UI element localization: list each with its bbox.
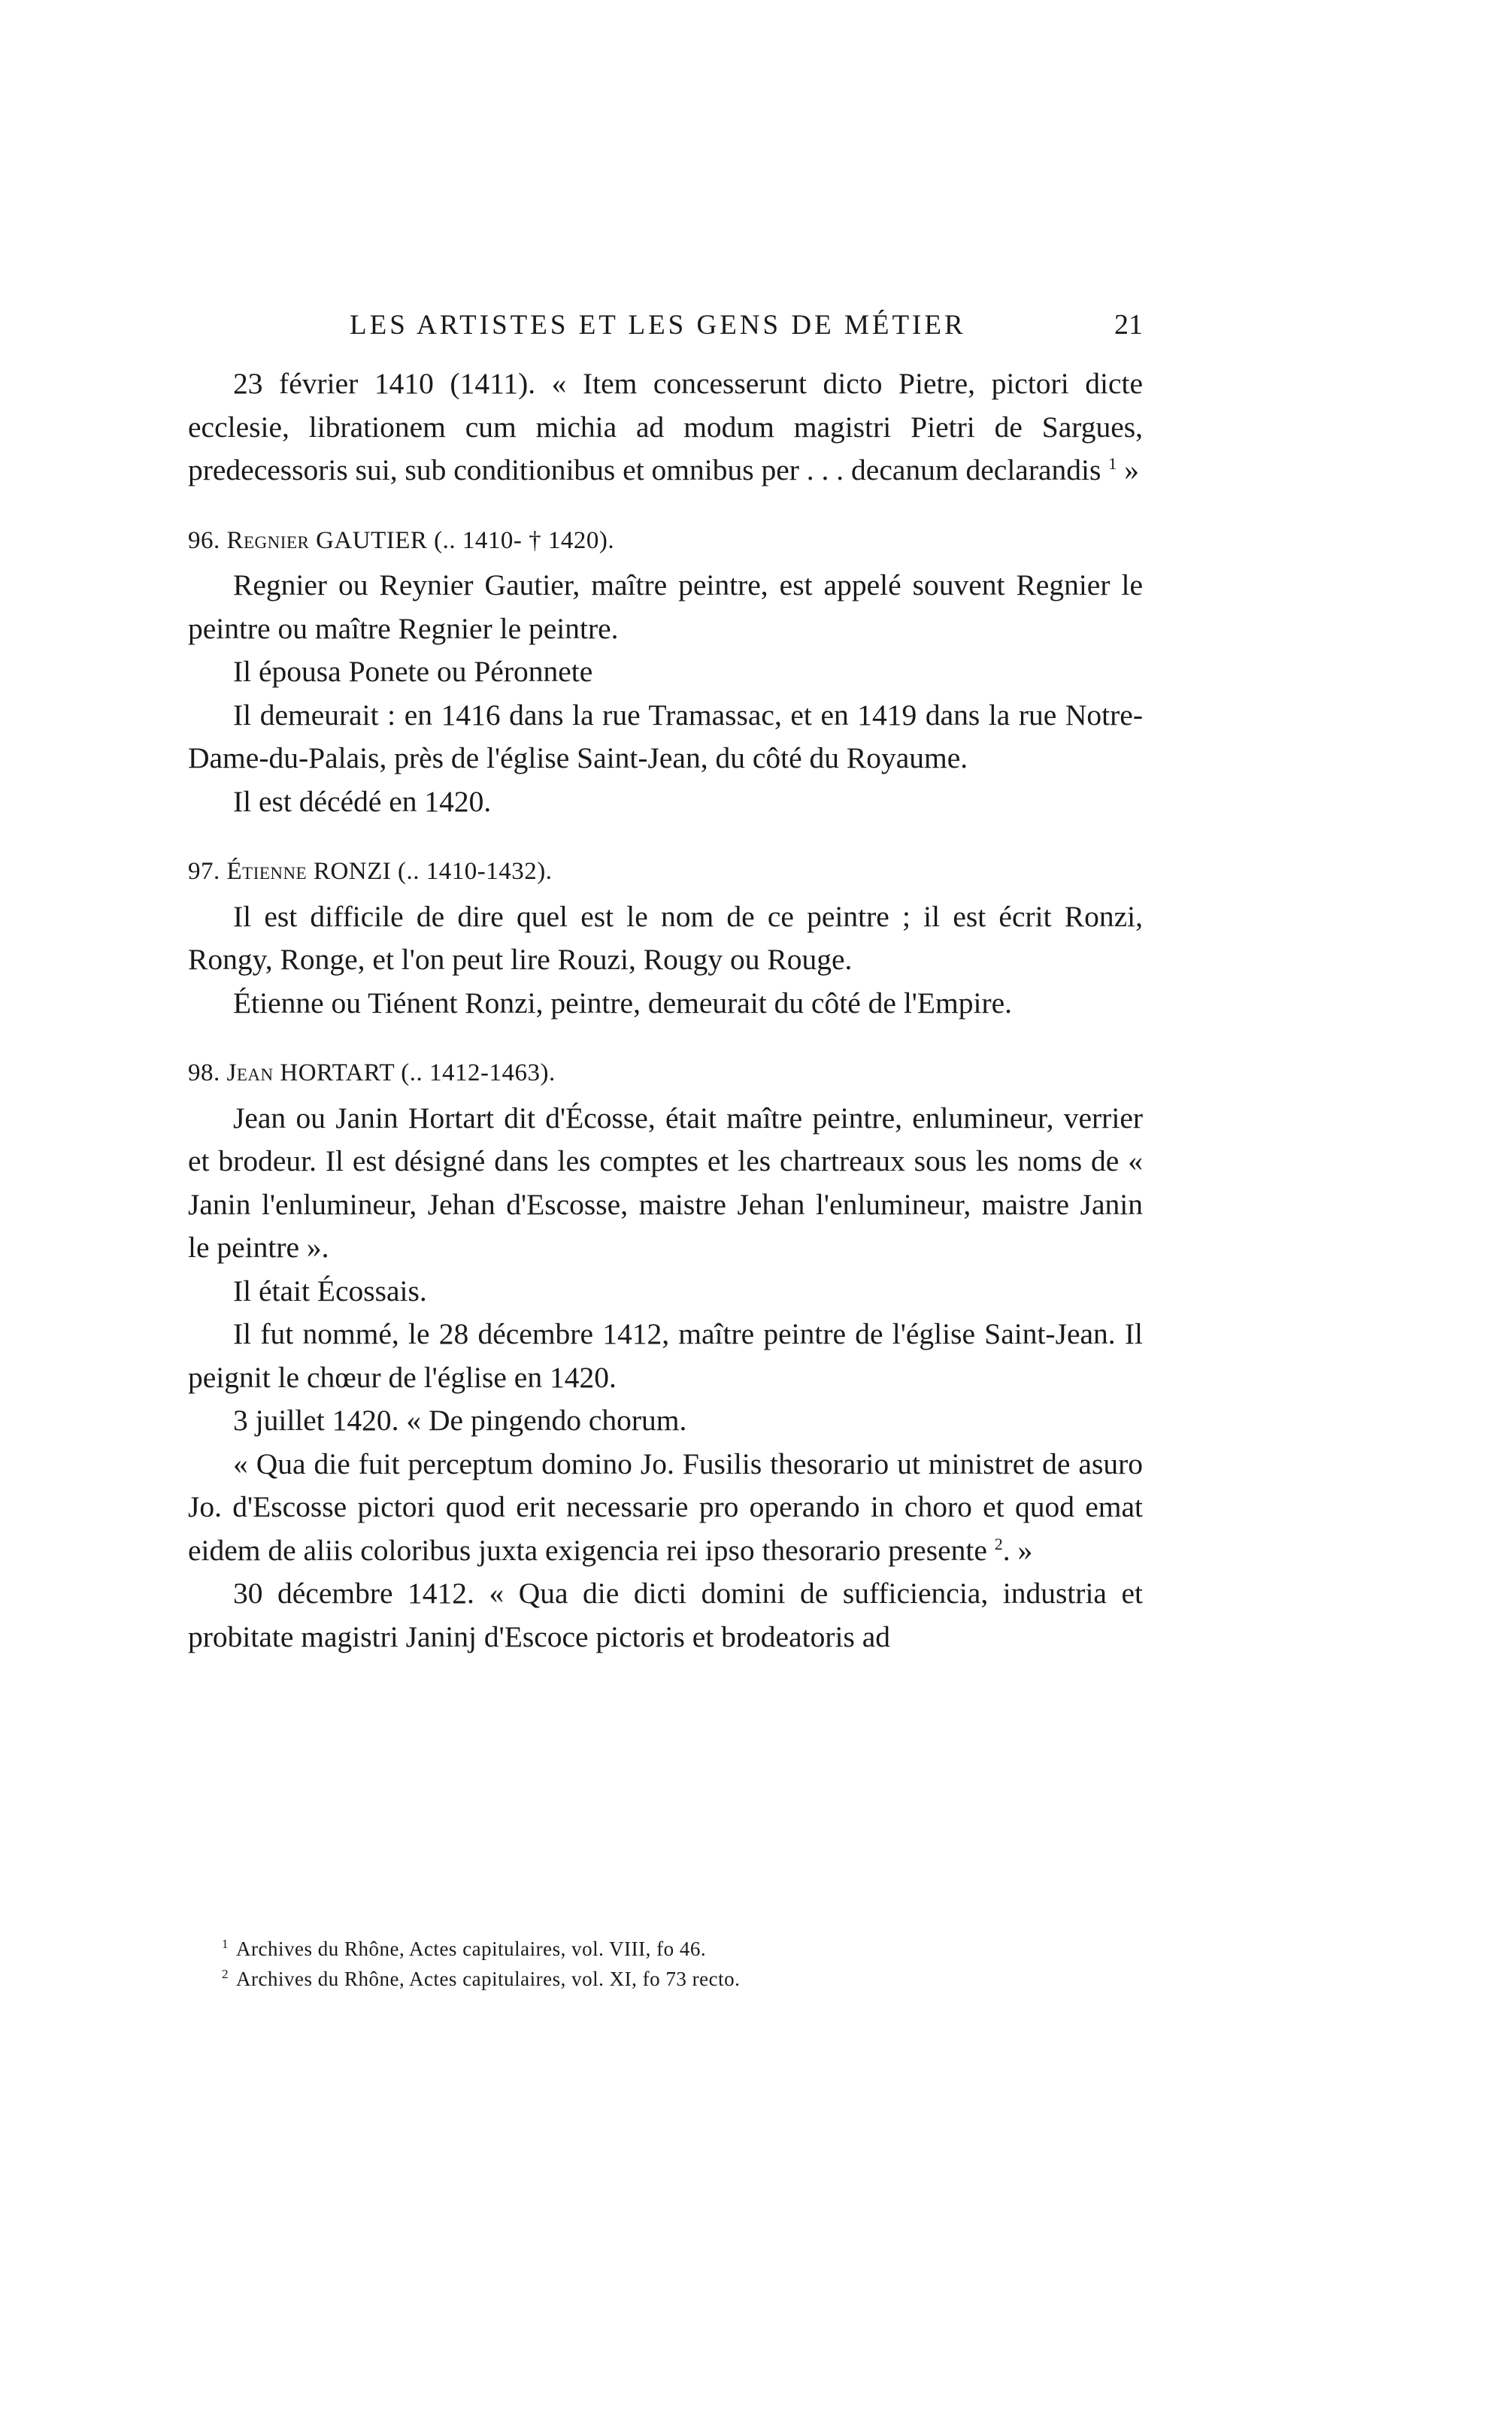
entry-heading-98	[188, 1052, 1143, 1095]
entry-dates: (.. 1410- † 1420).	[434, 526, 615, 554]
paragraph: Il est décédé en 1420.	[233, 784, 492, 818]
footnote-2	[222, 1964, 1086, 1994]
paragraph: Il est difficile de dire quel est le nom de ce peintre ; il est écrit Ronzi, Rongy, Ronge, et l'on peut lire Rouzi, Rougy ou Rouge.	[188, 899, 1143, 976]
paragraph: 30 décembre 1412. « Qua die dicti domini de sufficiencia, industria et probitate magistri Janinj d'Escoce pictoris et brodeatoris ad	[188, 1577, 1143, 1653]
paragraph: Il épousa Ponete ou Péronnete	[233, 655, 593, 688]
entry-dates: (.. 1410-1432).	[398, 858, 553, 885]
paragraph: Il fut nommé, le 28 décembre 1412, maître peintre de l'église Saint-Jean. Il peignit le chœur de l'église en 1420.	[188, 1317, 1143, 1394]
entry-heading-96	[188, 520, 1143, 563]
entry-dates: (.. 1412-1463).	[401, 1059, 556, 1086]
page-body	[188, 362, 1143, 1659]
continuation-paragraph: 23 février 1410 (1411). « Item concesserunt dicto Pietre, pictori dicte ecclesie, librationem cum michia ad modum magistri Pietri de Sargues, predecessoris sui, sub conditionibus et omnibus per . . . decanum declarandis $^1$ »	[188, 367, 1143, 486]
paragraph: Regnier ou Reynier Gautier, maître peintre, est appelé souvent Regnier le peintre ou maître Regnier le peintre.	[188, 568, 1143, 645]
paragraph: Il était Écossais.	[233, 1274, 427, 1307]
footnote-1	[222, 1934, 1086, 1964]
entry-first-name: Jean	[226, 1059, 274, 1086]
footnotes	[222, 1934, 1086, 1994]
footnote-text: Archives du Rhône, Actes capitulaires, vol. VIII, fo 46.	[236, 1938, 707, 1960]
paragraph: Il demeurait : en 1416 dans la rue Tramassac, et en 1419 dans la rue Notre-Dame-du-Palais, près de l'église Saint-Jean, du côté du Royaume.	[188, 698, 1143, 774]
footnote-ref-1: 1	[1108, 453, 1117, 473]
entry-heading-97	[188, 850, 1143, 894]
entry-surname: HORTART	[280, 1059, 395, 1086]
running-title: LES ARTISTES ET LES GENS DE MÉTIER	[350, 310, 966, 341]
entry-number: 96.	[188, 526, 220, 554]
entry-first-name: Regnier	[226, 526, 310, 554]
page-number: 21	[1114, 309, 1143, 341]
footnote-ref-2: 2	[994, 1534, 1003, 1553]
quote-paragraph: « Qua die fuit perceptum domino Jo. Fusilis thesorario ut ministret de asuro Jo. d'Escosse pictori quod erit necessarie pro operando in choro et quod emat eidem de aliis coloribus juxta exigencia rei ipso thesorario presente $^2$. »	[188, 1447, 1143, 1567]
paragraph: Jean ou Janin Hortart dit d'Écosse, était maître peintre, enlumineur, verrier et brodeur. Il est désigné dans les comptes et les chartreaux sous les noms de « Janin l'enlumineur, Jehan d'Escosse, maistre Jehan l'enlumineur, maistre Janin le peintre ».	[188, 1101, 1143, 1264]
running-head	[350, 308, 1143, 341]
paragraph: 3 juillet 1420. « De pingendo chorum.	[233, 1404, 687, 1437]
entry-number: 98.	[188, 1059, 220, 1086]
entry-surname: GAUTIER	[316, 526, 428, 554]
footnote-mark: 1	[222, 1937, 229, 1951]
entry-number: 97.	[188, 858, 220, 885]
entry-surname: RONZI	[313, 858, 392, 885]
entry-first-name: Étienne	[226, 858, 308, 885]
footnote-mark: 2	[222, 1967, 229, 1981]
paragraph: Étienne ou Tiénent Ronzi, peintre, demeurait du côté de l'Empire.	[233, 986, 1013, 1020]
footnote-text: Archives du Rhône, Actes capitulaires, vol. XI, fo 73 recto.	[236, 1968, 741, 1990]
